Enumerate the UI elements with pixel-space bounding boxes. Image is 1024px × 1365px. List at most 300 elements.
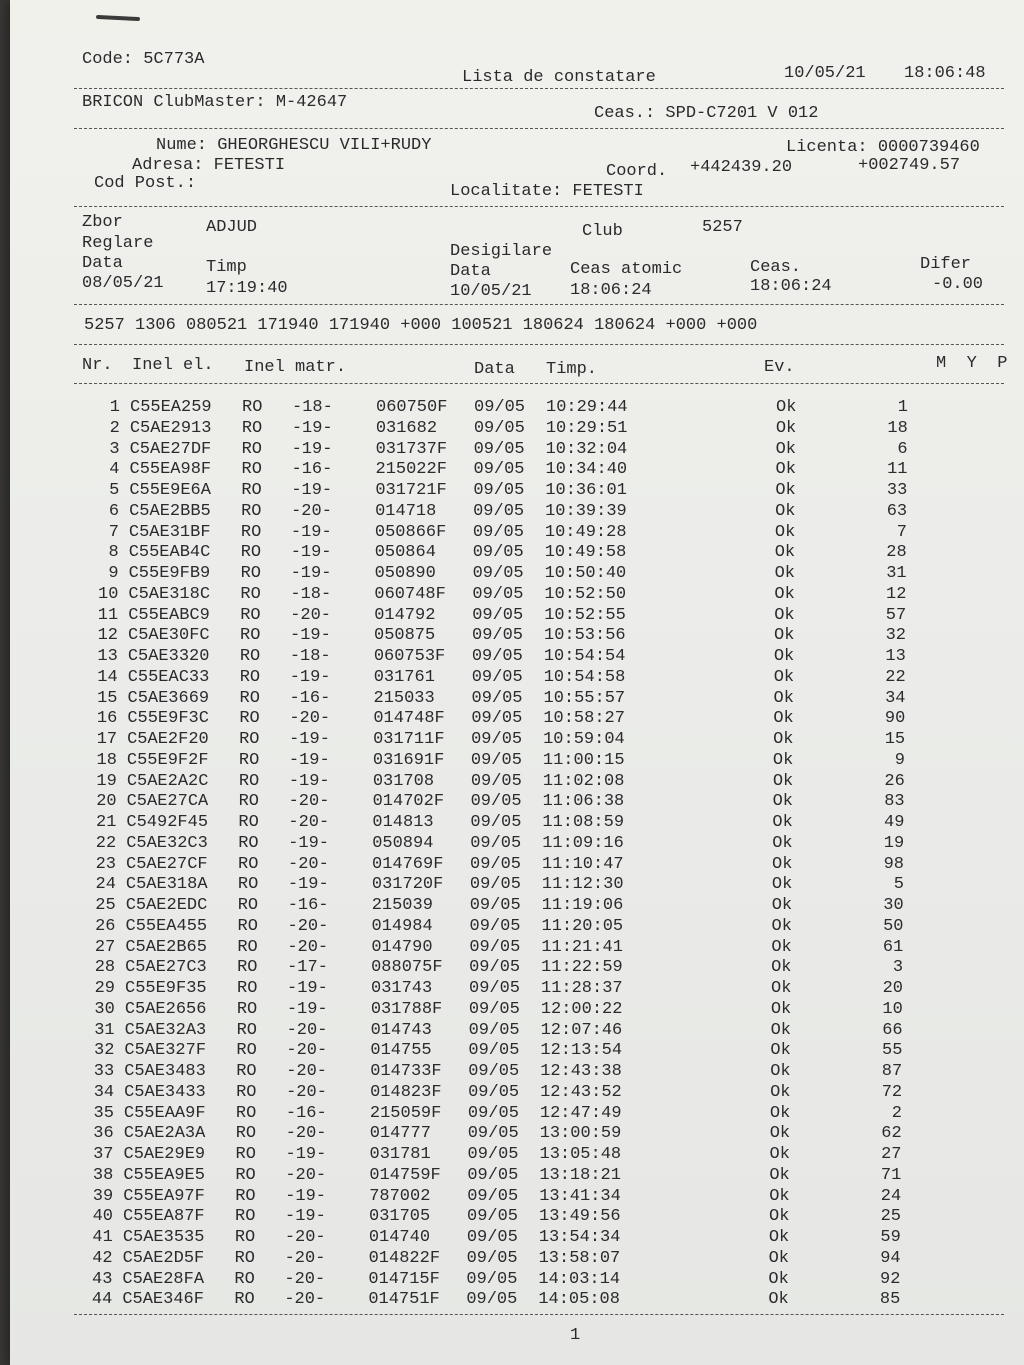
atomic-clock-label: Ceas atomic (570, 260, 683, 279)
arrival-date: 09/05 (471, 709, 523, 729)
event-status: Ok (774, 584, 795, 604)
event-status: Ok (770, 1020, 792, 1040)
arrival-time: 10:32:04 (545, 439, 628, 459)
arrival-time: 10:53:56 (544, 626, 626, 646)
row-number: 3 (109, 439, 120, 459)
arrival-date: 09/05 (468, 1020, 520, 1040)
rank-number: 5 (893, 875, 904, 895)
rank-number: 7 (896, 522, 907, 542)
ring-year: -19- (289, 667, 331, 687)
ring-number: 014823F (370, 1082, 442, 1102)
ring-number: 031682 (375, 418, 438, 438)
event-status: Ok (769, 1207, 790, 1227)
event-status: Ok (772, 833, 793, 853)
country-code: RO (240, 543, 262, 563)
electronic-ring: C55EA98F (129, 460, 212, 480)
arrival-time: 13:18:21 (539, 1165, 621, 1185)
electronic-ring: C5AE327F (124, 1041, 207, 1061)
ring-number: 050866F (374, 522, 447, 542)
arrival-date: 09/05 (469, 979, 521, 998)
event-status: Ok (771, 937, 792, 957)
table-row (88, 460, 1018, 481)
table-row (86, 668, 1016, 689)
header-ring-number: Inel matr. (244, 358, 347, 377)
row-number: 42 (92, 1248, 113, 1268)
ring-number: 014755 (370, 1041, 432, 1061)
ring-number: 031737F (375, 439, 448, 459)
arrival-time: 14:03:14 (538, 1269, 621, 1289)
difference-value: -0.00 (932, 275, 984, 294)
table-row (84, 834, 1014, 855)
event-status: Ok (771, 979, 792, 998)
electronic-ring: C5AE3483 (124, 1062, 206, 1081)
event-status: Ok (772, 771, 794, 791)
country-code: RO (236, 1020, 258, 1040)
country-code: RO (235, 1124, 257, 1144)
ring-year: -20- (285, 1165, 327, 1185)
table-row (83, 1000, 1013, 1021)
row-number: 5 (109, 481, 120, 500)
country-code: RO (241, 418, 263, 438)
event-status: Ok (775, 418, 797, 438)
arrival-date: 09/05 (473, 501, 525, 521)
arrival-time: 11:19:06 (541, 896, 624, 915)
divider (74, 1314, 1004, 1315)
electronic-ring: C55EABC9 (128, 605, 210, 625)
ring-number: 787002 (369, 1186, 431, 1206)
event-status: Ok (770, 1041, 791, 1061)
row-number: 22 (95, 833, 117, 853)
arrival-time: 13:05:48 (539, 1145, 622, 1164)
electronic-ring: C5AE27C3 (125, 958, 207, 978)
arrival-time: 10:39:39 (545, 501, 627, 521)
electronic-ring: C5AE346F (122, 1290, 204, 1310)
divider (74, 206, 1004, 207)
country-code: RO (240, 626, 261, 646)
difference-label: Difer (920, 255, 972, 274)
arrival-time: 11:06:38 (542, 792, 625, 812)
ring-year: -17- (287, 958, 328, 978)
table-row (84, 917, 1014, 938)
ring-number: 031691F (372, 750, 445, 770)
table-row (81, 1228, 1011, 1249)
ring-year: -20- (288, 792, 330, 812)
row-number: 37 (93, 1145, 114, 1164)
electronic-ring: C5AE27CF (126, 854, 208, 874)
electronic-ring: C5AE32A3 (124, 1020, 207, 1040)
table-row (82, 1041, 1012, 1062)
table-row (85, 772, 1015, 793)
arrival-time: 10:49:28 (544, 522, 627, 542)
ring-number: 215022F (375, 460, 447, 480)
country-code: RO (238, 792, 260, 812)
row-number: 44 (91, 1290, 113, 1310)
arrival-date: 09/05 (467, 1124, 519, 1144)
electronic-ring: C5AE318A (125, 875, 208, 895)
event-status: Ok (770, 999, 792, 1019)
rank-number: 59 (880, 1228, 901, 1247)
ring-year: -20- (287, 916, 329, 936)
ring-year: -19- (287, 875, 329, 895)
ring-year: -20- (288, 854, 329, 874)
row-number: 13 (97, 647, 118, 666)
row-number: 15 (97, 688, 118, 708)
rank-number: 94 (880, 1248, 901, 1268)
event-status: Ok (768, 1228, 790, 1247)
ring-number: 014813 (372, 813, 434, 832)
header-myp: M Y P (936, 354, 1008, 373)
electronic-ring: C5AE29E9 (123, 1145, 206, 1164)
country-code: RO (237, 896, 259, 915)
event-status: Ok (772, 854, 793, 874)
electronic-ring: C55EA87F (123, 1207, 205, 1227)
event-status: Ok (768, 1290, 789, 1310)
event-status: Ok (772, 792, 794, 812)
ring-year: -20- (285, 1124, 327, 1144)
arrival-time: 11:10:47 (542, 854, 624, 874)
table-row (86, 626, 1016, 647)
print-time: 18:06:48 (904, 64, 986, 83)
arrival-time: 10:29:51 (545, 418, 628, 438)
electronic-ring: C5AE3320 (127, 647, 210, 666)
rank-number: 27 (881, 1145, 902, 1164)
country-code: RO (234, 1228, 256, 1247)
electronic-ring: C5AE27DF (129, 439, 212, 459)
rank-number: 18 (887, 418, 908, 438)
arrival-table (88, 398, 1018, 1311)
electronic-ring: C55EAC33 (127, 667, 210, 687)
arrival-time: 10:34:40 (545, 460, 628, 480)
electronic-ring: C55EA455 (125, 916, 208, 936)
row-number: 39 (92, 1186, 114, 1206)
electronic-ring: C5492F45 (126, 813, 209, 832)
arrival-date: 09/05 (469, 875, 521, 895)
ring-number: 031711F (373, 730, 445, 749)
rank-number: 25 (880, 1207, 901, 1227)
ring-year: -16- (285, 1103, 327, 1123)
country-code: RO (238, 813, 259, 832)
divider (74, 88, 1004, 89)
rank-number: 98 (883, 854, 904, 874)
event-status: Ok (773, 667, 795, 687)
arrival-time: 10:49:58 (544, 543, 627, 563)
row-number: 33 (93, 1062, 115, 1081)
event-status: Ok (769, 1103, 791, 1123)
license-number: Licenta: 0000739460 (786, 138, 980, 157)
divider (74, 383, 1004, 384)
rank-number: 28 (886, 543, 907, 563)
ring-year: -19- (288, 771, 330, 791)
header-nr: Nr. (82, 356, 113, 375)
atomic-clock-time: 18:06:24 (570, 281, 652, 300)
ring-number: 031761 (373, 667, 435, 687)
row-number: 40 (92, 1207, 113, 1227)
table-row (87, 543, 1017, 564)
rank-number: 31 (886, 564, 907, 583)
arrival-date: 09/05 (468, 1041, 520, 1061)
table-row (84, 875, 1014, 896)
ring-year: -20- (287, 937, 329, 957)
row-number: 35 (93, 1103, 114, 1123)
arrival-date: 09/05 (473, 418, 525, 438)
ring-year: -19- (286, 999, 328, 1019)
ring-year: -20- (288, 813, 330, 832)
row-number: 36 (93, 1124, 114, 1144)
event-status: Ok (775, 501, 796, 521)
rank-number: 62 (881, 1124, 902, 1144)
arrival-date: 09/05 (471, 647, 523, 666)
rank-number: 20 (882, 979, 903, 998)
rank-number: 85 (879, 1290, 901, 1310)
arrival-time: 10:59:04 (543, 730, 625, 749)
ring-year: -20- (284, 1290, 326, 1310)
arrival-time: 12:43:38 (540, 1062, 622, 1081)
arrival-date: 09/05 (471, 667, 523, 687)
row-number: 27 (94, 937, 116, 957)
arrival-time: 11:28:37 (541, 979, 623, 998)
country-code: RO (237, 916, 258, 936)
arrival-time: 13:58:07 (538, 1248, 621, 1268)
electronic-ring: C5AE2EDC (125, 896, 208, 915)
row-number: 26 (95, 916, 116, 936)
owner-address: Adresa: FETESTI (132, 156, 286, 175)
ring-number: 014715F (368, 1269, 440, 1289)
rank-number: 30 (883, 896, 904, 915)
unsealing-date-label: Data (450, 262, 491, 281)
rank-number: 34 (885, 688, 906, 708)
setting-date: 08/05/21 (82, 274, 164, 293)
ring-year: -18- (292, 398, 333, 417)
arrival-time: 12:00:22 (540, 999, 623, 1019)
ring-number: 050875 (374, 626, 436, 646)
arrival-date: 09/05 (469, 916, 521, 936)
arrival-time: 10:55:57 (543, 688, 626, 708)
arrival-date: 09/05 (467, 1207, 519, 1227)
table-row (88, 440, 1018, 461)
rank-number: 83 (884, 792, 905, 812)
ring-number: 031781 (369, 1145, 431, 1164)
setting-label: Reglare (82, 234, 154, 253)
ring-number: 031705 (369, 1207, 431, 1227)
rank-number: 12 (886, 584, 907, 604)
ring-number: 060748F (374, 584, 446, 604)
owner-name: Nume: GHEORGHESCU VILI+RUDY (156, 136, 432, 155)
country-code: RO (235, 1165, 256, 1185)
locality: Localitate: FETESTI (450, 182, 644, 201)
event-status: Ok (774, 605, 795, 625)
table-row (82, 1145, 1012, 1166)
electronic-ring: C5AE2BB5 (129, 501, 211, 521)
row-number: 34 (93, 1082, 115, 1102)
ring-number: 014748F (373, 709, 445, 729)
arrival-date: 09/05 (472, 626, 524, 646)
event-status: Ok (771, 896, 793, 915)
setting-date-label: Data (82, 254, 123, 273)
table-row (82, 1062, 1012, 1083)
event-status: Ok (770, 1082, 791, 1102)
arrival-date: 09/05 (469, 896, 521, 915)
ring-number: 014718 (375, 501, 437, 521)
arrival-date: 09/05 (470, 813, 522, 832)
event-status: Ok (774, 626, 795, 646)
country-code: RO (234, 1269, 255, 1289)
arrival-time: 13:54:34 (538, 1228, 621, 1247)
page-number: 1 (570, 1326, 581, 1345)
arrival-date: 09/05 (468, 1082, 520, 1102)
rank-number: 19 (883, 833, 905, 853)
arrival-time: 12:43:52 (540, 1082, 622, 1102)
event-status: Ok (773, 730, 794, 749)
row-number: 17 (96, 730, 118, 749)
country-code: RO (241, 439, 263, 459)
event-status: Ok (772, 750, 794, 770)
event-status: Ok (774, 522, 796, 542)
country-code: RO (240, 584, 261, 604)
event-status: Ok (775, 439, 797, 459)
arrival-time: 13:41:34 (539, 1186, 621, 1206)
arrival-date: 09/05 (470, 792, 522, 812)
rank-number: 10 (882, 999, 903, 1019)
event-status: Ok (776, 398, 797, 417)
table-row (86, 585, 1016, 606)
table-row (88, 398, 1018, 419)
arrival-date: 09/05 (472, 543, 524, 563)
country-code: RO (239, 688, 260, 708)
row-number: 30 (94, 999, 115, 1019)
electronic-ring: C5AE27CA (126, 792, 209, 812)
row-number: 21 (96, 813, 117, 832)
arrival-time: 11:21:41 (541, 937, 623, 957)
table-row (87, 564, 1017, 585)
divider (74, 304, 1004, 305)
ring-number: 050890 (374, 564, 436, 583)
clock-label: Ceas. (750, 258, 802, 277)
country-code: RO (237, 958, 258, 978)
ring-year: -19- (290, 626, 331, 646)
event-status: Ok (774, 543, 796, 563)
arrival-time: 10:54:58 (543, 667, 626, 687)
country-code: RO (239, 667, 261, 687)
ring-year: -20- (284, 1228, 326, 1247)
ring-number: 014792 (374, 605, 436, 625)
arrival-date: 09/05 (474, 398, 526, 417)
country-code: RO (235, 1103, 257, 1123)
clock-time: 18:06:24 (750, 277, 832, 296)
ring-number: 088075F (371, 958, 443, 978)
rank-number: 92 (880, 1269, 901, 1289)
rank-number: 55 (882, 1041, 903, 1061)
table-row (86, 606, 1016, 627)
arrival-date: 09/05 (471, 688, 523, 708)
coord-label: Coord. (606, 162, 668, 181)
unsealing-date: 10/05/21 (450, 282, 532, 301)
event-status: Ok (775, 460, 796, 480)
arrival-time: 10:52:50 (544, 584, 627, 604)
event-status: Ok (768, 1248, 790, 1268)
row-number: 18 (96, 750, 117, 770)
country-code: RO (238, 750, 260, 770)
ring-number: 014751F (368, 1290, 440, 1310)
arrival-time: 11:08:59 (542, 813, 625, 832)
row-number: 19 (96, 771, 117, 791)
ring-number: 031743 (371, 979, 433, 998)
flight-label: Zbor (82, 213, 123, 232)
rank-number: 11 (887, 460, 908, 480)
arrival-date: 09/05 (470, 750, 522, 770)
table-row (81, 1187, 1011, 1208)
arrival-date: 09/05 (470, 833, 522, 853)
table-row (88, 419, 1018, 440)
arrival-date: 09/05 (470, 771, 522, 791)
pen-mark (96, 15, 140, 21)
arrival-date: 09/05 (471, 730, 523, 749)
table-row (83, 938, 1013, 959)
electronic-ring: C5AE2F20 (127, 730, 209, 749)
electronic-ring: C55E9F35 (125, 979, 207, 998)
document-title: Lista de constatare (462, 68, 656, 87)
ring-number: 014733F (370, 1062, 442, 1081)
clock-model: Ceas.: SPD-C7201 V 012 (594, 104, 819, 123)
event-status: Ok (769, 1124, 791, 1144)
table-row (84, 896, 1014, 917)
row-number: 16 (96, 709, 118, 729)
divider (74, 344, 1004, 345)
table-row (84, 855, 1014, 876)
electronic-ring: C5AE318C (128, 584, 211, 604)
header-date: Data (474, 360, 515, 379)
arrival-time: 14:05:08 (538, 1290, 620, 1310)
ring-year: -19- (285, 1145, 327, 1164)
row-number: 43 (92, 1269, 113, 1289)
arrival-time: 13:00:59 (539, 1124, 622, 1144)
ring-number: 031720F (371, 875, 444, 895)
print-date: 10/05/21 (784, 64, 866, 83)
country-code: RO (238, 833, 259, 853)
arrival-date: 09/05 (468, 1062, 520, 1081)
row-number: 38 (92, 1165, 114, 1185)
arrival-date: 09/05 (472, 564, 524, 583)
row-number: 6 (108, 501, 120, 521)
country-code: RO (242, 398, 263, 417)
table-row (80, 1290, 1010, 1311)
table-row (86, 647, 1016, 668)
ring-number: 014777 (369, 1124, 431, 1144)
arrival-time: 10:58:27 (543, 709, 625, 729)
electronic-ring: C5AE2A2C (126, 771, 209, 791)
arrival-date: 09/05 (466, 1248, 518, 1268)
rank-number: 90 (884, 709, 906, 729)
ring-year: -18- (289, 647, 331, 666)
event-status: Ok (769, 1186, 790, 1206)
electronic-ring: C55EAB4C (128, 543, 211, 563)
table-row (85, 751, 1015, 772)
electronic-ring: C5AE2B65 (125, 937, 207, 957)
club-label: Club (582, 222, 623, 241)
coord-latitude: +442439.20 (690, 158, 793, 177)
event-status: Ok (769, 1145, 790, 1164)
ring-year: -19- (288, 750, 330, 770)
header-event: Ev. (764, 358, 795, 377)
country-code: RO (236, 1041, 257, 1061)
row-number: 28 (94, 958, 116, 978)
code-label: Code: 5C773A (82, 50, 205, 69)
header-electronic-ring: Inel el. (132, 356, 214, 375)
arrival-date: 09/05 (466, 1269, 518, 1289)
row-number: 2 (109, 418, 120, 438)
table-row (87, 502, 1017, 523)
arrival-date: 09/05 (468, 999, 520, 1019)
ring-number: 014790 (371, 937, 433, 957)
